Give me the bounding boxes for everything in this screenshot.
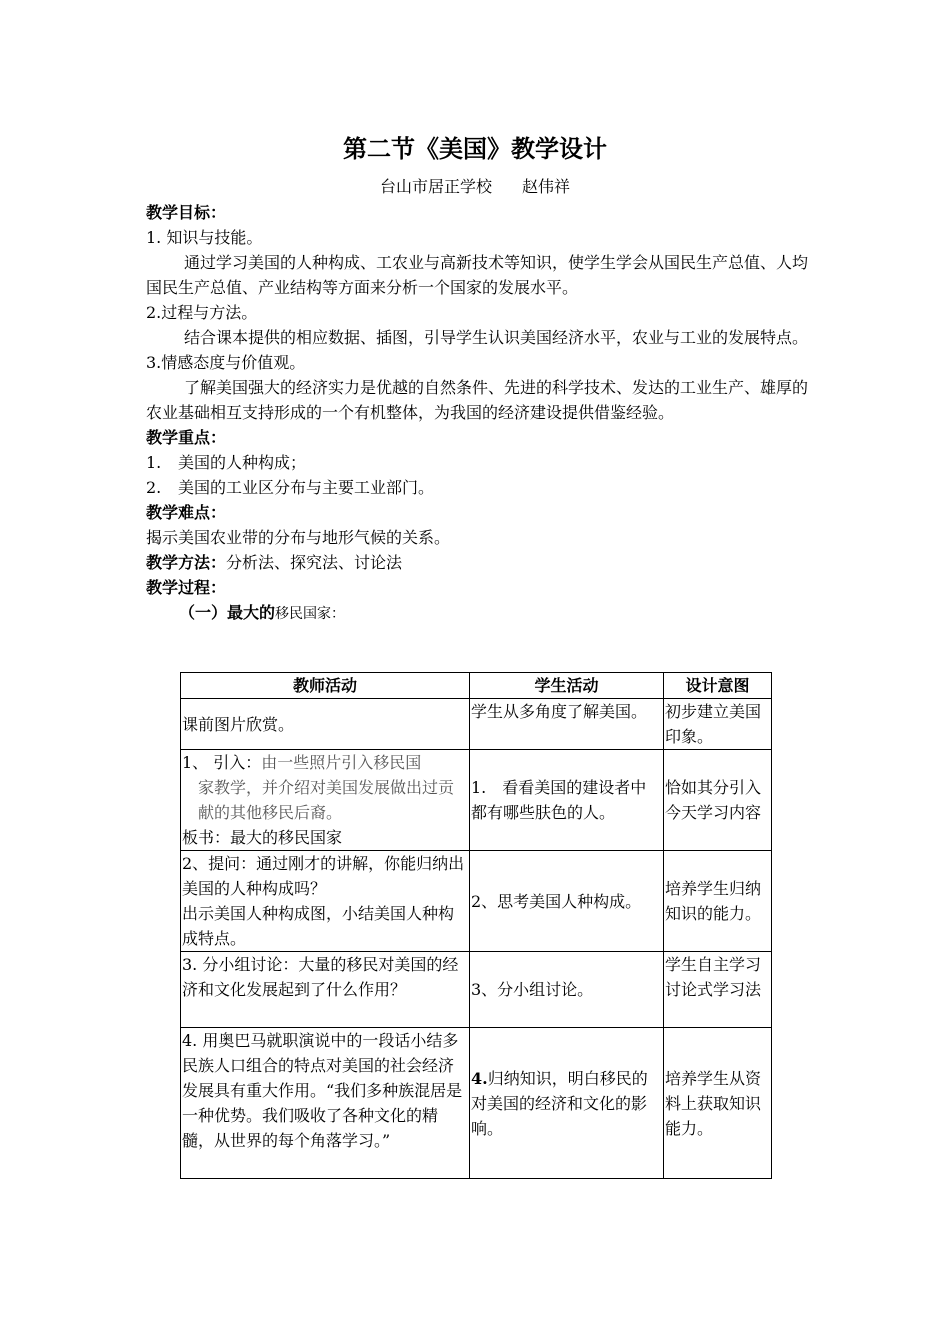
list-item: 2. 美国的工业区分布与主要工业部门。: [146, 478, 435, 497]
teacher-cell: 4. 用奥巴马就职演说中的一段话小结多民族人口组合的特点对美国的社会经济发展具有重大作用。“我们多种族混居是一种优势。我们吸收了各种文化的精髓，从世界的每个角落学习。”: [181, 1028, 470, 1179]
process-method-label: 2.过程与方法。: [146, 303, 258, 322]
methods-text: 分析法、探究法、讨论法: [226, 553, 403, 572]
process-method-text: 结合课本提供的相应数据、插图，引导学生认识美国经济水平，农业与工业的发展特点。: [184, 328, 809, 347]
header-student-activity: 学生活动: [470, 673, 664, 699]
table-row: [181, 952, 772, 1028]
school-name: 台山市居正学校: [379, 177, 492, 196]
table-row: [181, 1028, 772, 1179]
methods-line: [146, 550, 812, 575]
intent-cell: 恰如其分引入今天学习内容: [664, 750, 772, 851]
teacher-cell: 1、 引入：由一些照片引入移民国 家教学，并介绍对美国发展做出过贡献的其他移民后裔。 板书：最大的移民国家: [181, 750, 470, 851]
teacher-cell: 2、提问：通过刚才的讲解，你能归纳出美国的人种构成吗？ 出示美国人种构成图，小结美国人种构成特点。: [181, 851, 470, 952]
student-cell: 4.归纳知识，明白移民的对美国的经济和文化的影响。: [470, 1028, 664, 1179]
difficulty-heading: 教学难点：: [146, 503, 227, 522]
emotion-text: 了解美国强大的经济实力是优越的自然条件、先进的科学技术、发达的工业生产、雄厚的农业基础相互支持形成的一个有机整体，为我国的经济建设提供借鉴经验。: [146, 378, 809, 422]
section-heading: （一）最大的移民国家：: [179, 603, 346, 622]
author-line: [0, 176, 950, 198]
key-points-heading: 教学重点：: [146, 428, 227, 447]
intent-cell: 培养学生从资料上获取知识能力。: [664, 1028, 772, 1179]
knowledge-label: 1. 知识与技能。: [146, 228, 263, 247]
lesson-table: [180, 672, 772, 1179]
document-body: [146, 200, 812, 627]
table-row: [181, 750, 772, 851]
student-cell: 1. 看看美国的建设者中都有哪些肤色的人。: [470, 750, 664, 851]
student-cell: 学生从多角度了解美国。: [470, 699, 664, 750]
intent-cell: 初步建立美国印象。: [664, 699, 772, 750]
student-cell: 2、思考美国人种构成。: [470, 851, 664, 952]
difficulty-text: 揭示美国农业带的分布与地形气候的关系。: [146, 528, 451, 547]
goals-heading: 教学目标：: [146, 203, 227, 222]
author-name: 赵伟祥: [522, 177, 571, 196]
process-heading: 教学过程：: [146, 578, 227, 597]
table-row: [181, 851, 772, 952]
header-design-intent: 设计意图: [664, 673, 772, 699]
student-cell: 3、分小组讨论。: [470, 952, 664, 1028]
table-header-row: [181, 673, 772, 699]
list-item: 1. 美国的人种构成；: [146, 453, 307, 472]
document-title: 第二节《美国》教学设计: [343, 135, 607, 163]
intent-cell: 培养学生归纳知识的能力。: [664, 851, 772, 952]
emotion-label: 3.情感态度与价值观。: [146, 353, 306, 372]
methods-heading: 教学方法：: [146, 553, 227, 572]
knowledge-text: 通过学习美国的人种构成、工农业与高新技术等知识，使学生学会从国民生产总值、人均国民生产总值、产业结构等方面来分析一个国家的发展水平。: [146, 253, 809, 297]
table-row: [181, 699, 772, 750]
teacher-cell: 课前图片欣赏。: [181, 699, 470, 750]
teacher-cell: 3. 分小组讨论：大量的移民对美国的经济和文化发展起到了什么作用？: [181, 952, 470, 1028]
intent-cell: 学生自主学习讨论式学习法: [664, 952, 772, 1028]
header-teacher-activity: 教师活动: [181, 673, 470, 699]
